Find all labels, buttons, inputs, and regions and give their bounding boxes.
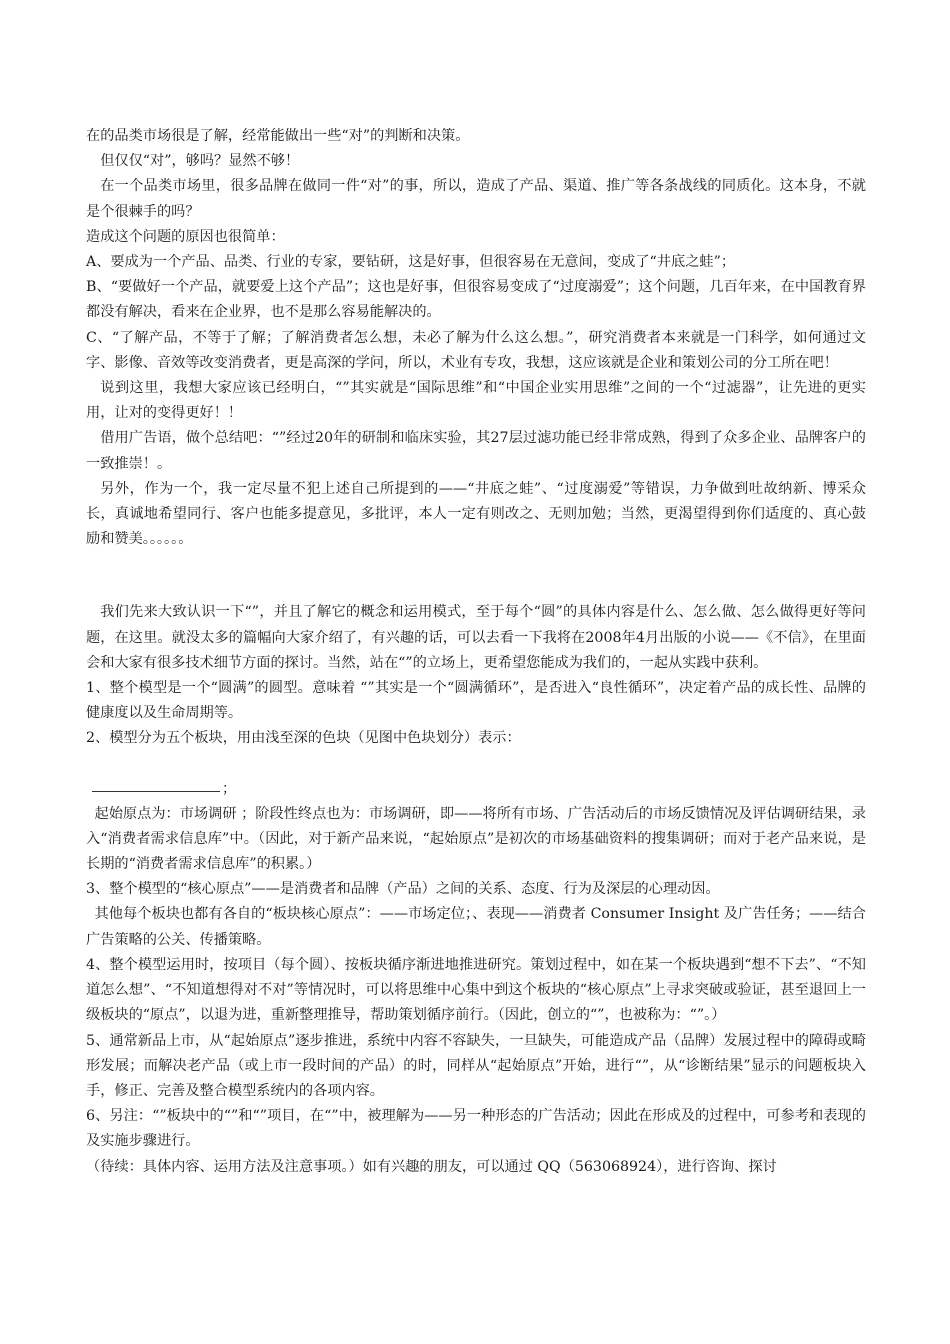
separator-line [86, 777, 866, 802]
paragraph: A、要成为一个产品、品类、行业的专家，要钻研，这是好事，但很容易在无意间，变成了“井底之蛙”； [86, 254, 736, 271]
paragraph: 4、整个模型运用时，按项目（每个圆）、按板块循序渐进地推进研究。策划过程中，如在某一个板块遇到“想不下去”、“不知道怎么想”、“不知道想得对不对”等情况时，可以将思维中心集中到这个板块的“核心原点”上寻求突破或验证，甚至退回上一级板块的“原点”，以退为进，重新整理推导，帮助策划循序前行。（因此，创立的“”，也被称为：“”。） [86, 956, 866, 1024]
underline-rule [92, 791, 220, 792]
paragraph: 6、另注：“”板块中的“”和“”项目，在“”中，被理解为——另一种形态的广告活动；因此在形成及的过程中，可参考和表现的及实施步骤进行。 [86, 1108, 866, 1150]
paragraph: B、“要做好一个产品，就要爱上这个产品”；这也是好事，但很容易变成了“过度溺爱”；这个问题，几百年来，在中国教育界都没有解决，看来在企业界，也不是那么容易能解决的。 [86, 279, 866, 321]
paragraph: 说到这里，我想大家应该已经明白，“”其实就是“国际思维”和“中国企业实用思维”之间的一个“过滤器”，让先进的更实用，让对的变得更好！！ [86, 380, 866, 422]
section-gap [86, 752, 866, 777]
paragraph: 3、整个模型的“核心原点”——是消费者和品牌（产品）之间的关系、态度、行为及深层的心理动因。 [86, 881, 720, 898]
paragraph: （待续：具体内容、运用方法及注意事项。）如有兴趣的朋友，可以通过 QQ（563068924），进行咨询、探讨 [86, 1158, 777, 1175]
paragraph: 但仅仅“对”，够吗？显然不够！ [100, 153, 300, 170]
paragraph: C、“了解产品，不等于了解；了解消费者怎么想，未必了解为什么这么想。”，研究消费者本来就是一门科学，如何通过文字、影像、音效等改变消费者，更是高深的学问，所以，术业有专攻，我想，这应该就是企业和策划公司的分工所在吧！ [86, 329, 866, 371]
section-gap [86, 552, 866, 600]
paragraph: 在的品类市场很是了解，经常能做出一些“对”的判断和决策。 [86, 128, 470, 144]
model-details-section [86, 802, 866, 1180]
separator-suffix: ； [222, 780, 237, 797]
intro-section [86, 124, 866, 552]
paragraph: 在一个品类市场里，很多品牌在做同一件“对”的事，所以，造成了产品、渠道、推广等各条战线的同质化。这本身，不就是个很棘手的吗？ [86, 178, 866, 220]
paragraph: 2、模型分为五个板块，用由浅至深的色块（见图中色块划分）表示： [86, 730, 521, 747]
paragraph: 其他每个板块也都有各自的“板块核心原点”：——市场定位；、表现——消费者 Consumer Insight 及广告任务；——结合广告策略的公关、传播策略。 [86, 906, 866, 948]
paragraph: 我们先来大致认识一下“”，并且了解它的概念和运用模式，至于每个“圆”的具体内容是什么、怎么做、怎么做得更好等问题，在这里。就没太多的篇幅向大家介绍了，有兴趣的话，可以去看一下我将在2008年4月出版的小说——《不信》，在里面会和大家有很多技术细节方面的探讨。当然，站在“”的立场上，更希望您能成为我们的，一起从实践中获利。 [86, 604, 866, 671]
paragraph: 另外，作为一个，我一定尽量不犯上述自己所提到的——“井底之蛙”、“过度溺爱”等错误，力争做到吐故纳新、博采众长，真诚地希望同行、客户也能多提意见，多批评，本人一定有则改之、无则加勉；当然，更渴望得到你们适度的、真心鼓励和赞美。。。。。。 [86, 480, 866, 548]
paragraph: 5、通常新品上市，从“起始原点”逐步推进，系统中内容不容缺失，一旦缺失，可能造成产品（品牌）发展过程中的障碍或畸形发展；而解决老产品（或上市一段时间的产品）的时，同样从“起始原点”开始，进行“”，从“诊断结果”显示的问题板块入手，修正、完善及整合模型系统内的各项内容。 [86, 1032, 866, 1099]
paragraph: 造成这个问题的原因也很简单： [86, 228, 285, 245]
model-section [86, 600, 866, 751]
paragraph: 1、整个模型是一个“圆满”的圆型。意味着 “”其实是一个“圆满循环”，是否进入“良性循环”，决定着产品的成长性、品牌的健康度以及生命周期等。 [86, 680, 866, 722]
paragraph: 起始原点为：市场调研 ；阶段性终点也为：市场调研，即——将所有市场、广告活动后的市场反馈情况及评估调研结果，录入“消费者需求信息库”中。（因此，对于新产品来说，“起始原点”是初次的市场基础资料的搜集调研；而对于老产品来说，是长期的“消费者需求信息库”的积累。） [86, 805, 866, 873]
document-body [86, 124, 866, 1180]
paragraph: 借用广告语，做个总结吧：“”经过20年的研制和临床实验，其27层过滤功能已经非常成熟，得到了众多企业、品牌客户的一致推崇！。 [86, 430, 866, 472]
